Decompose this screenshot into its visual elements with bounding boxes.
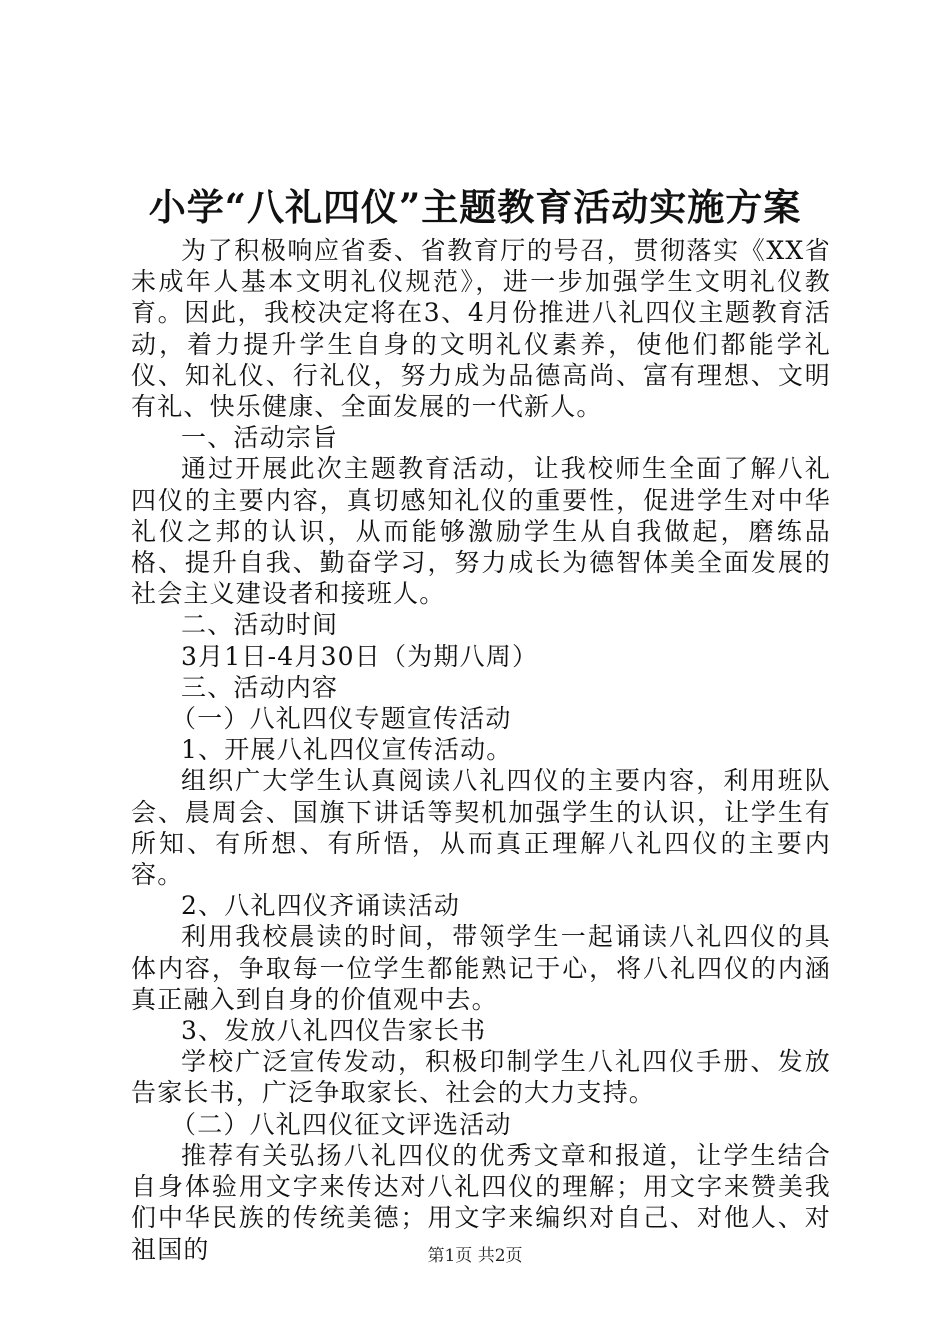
section-heading-time: 二、活动时间 (181, 610, 339, 640)
section-heading-content: 三、活动内容 (181, 672, 339, 702)
subsection-heading-essay: （二）八礼四仪征文评选活动 (171, 1109, 512, 1139)
purpose-paragraph: 通过开展此次主题教育活动，让我校师生全面了解八礼四仪的主要内容，真切感知礼仪的重要性，促进学生对中华礼仪之邦的认识，从而能够激励学生从自我做起，磨练品格、提升自我、勤奋学习，努力成长为德智体美全面发展的社会主义建设者和接班人。 (131, 454, 831, 609)
essay-paragraph: 推荐有关弘扬八礼四仪的优秀文章和报道，让学生结合自身体验用文字来传达对八礼四仪的理解；用文字来赞美我们中华民族的传统美德；用文字来编织对自己、对他人、对祖国的 (131, 1140, 831, 1264)
parent-letter-paragraph: 学校广泛宣传发动，积极印制学生八礼四仪手册、发放告家长书，广泛争取家长、社会的大力支持。 (131, 1047, 831, 1108)
publicity-paragraph: 组织广大学生认真阅读八礼四仪的主要内容，利用班队会、晨周会、国旗下讲话等契机加强学生的认识，让学生有所知、有所想、有所悟，从而真正理解八礼四仪的主要内容。 (131, 766, 831, 890)
section-heading-purpose: 一、活动宗旨 (181, 423, 339, 453)
subsection-heading-publicity: （一）八礼四仪专题宣传活动 (171, 704, 512, 734)
activity-time-text: 3月1日-4月30日（为期八周） (181, 641, 539, 671)
item-heading-recitation: 2、八礼四仪齐诵读活动 (181, 891, 461, 921)
document-body (131, 235, 831, 1265)
recitation-paragraph: 利用我校晨读的时间，带领学生一起诵读八礼四仪的具体内容，争取每一位学生都能熟记于心，将八礼四仪的内涵真正融入到自身的价值观中去。 (131, 922, 831, 1014)
item-heading-parent-letter: 3、发放八礼四仪告家长书 (181, 1016, 487, 1046)
document-title: 小学“八礼四仪”主题教育活动实施方案 (148, 185, 802, 229)
intro-paragraph: 为了积极响应省委、省教育厅的号召，贯彻落实《XX省未成年人基本文明礼仪规范》，进一步加强学生文明礼仪教育。因此，我校决定将在3、4月份推进八礼四仪主题教育活动，着力提升学生自身的文明礼仪素养，使他们都能学礼仪、知礼仪、行礼仪，努力成为品德高尚、富有理想、文明有礼、快乐健康、全面发展的一代新人。 (131, 236, 831, 422)
page-footer: 第1页 共2页 (427, 1246, 523, 1266)
item-heading-publicity: 1、开展八礼四仪宣传活动。 (181, 735, 513, 765)
